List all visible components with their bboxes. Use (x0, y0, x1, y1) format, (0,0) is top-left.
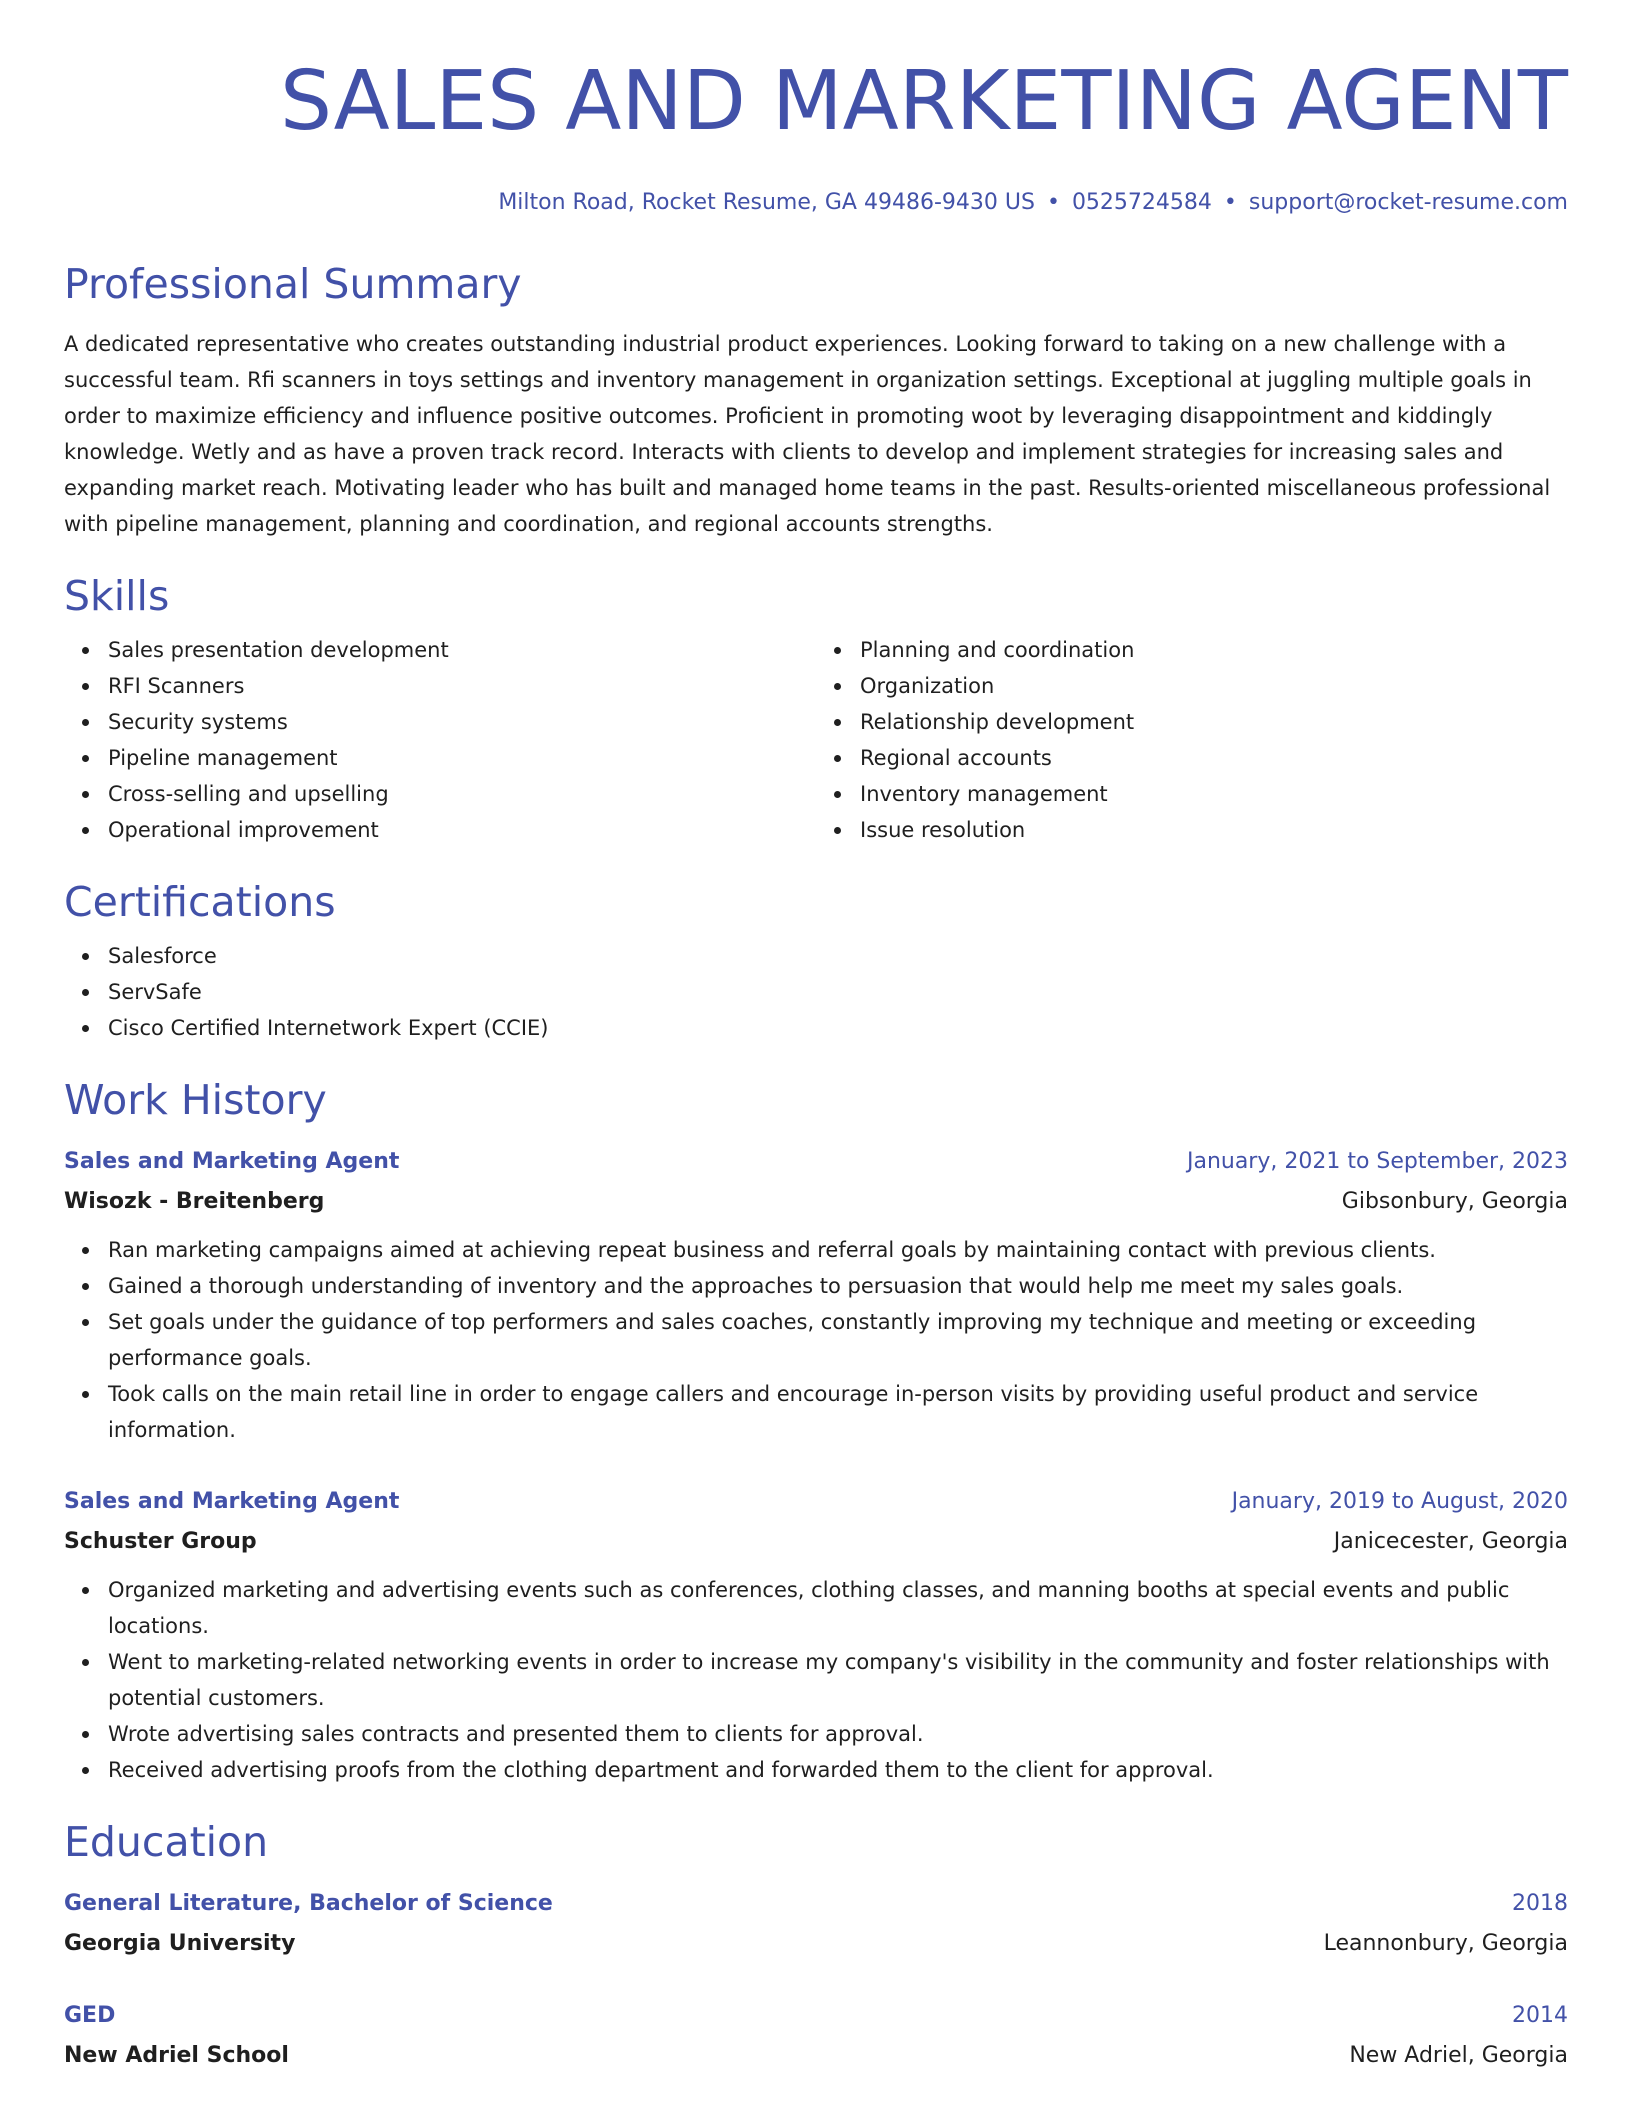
job-bullet: Went to marketing-related networking events in order to increase my company's visibility in the community and foster relationships with potential customers. (108, 1644, 1568, 1716)
summary-heading: Professional Summary (64, 260, 522, 308)
employer-name: Schuster Group (64, 1529, 257, 1554)
job-bullet: Set goals under the guidance of top performers and sales coaches, constantly improving my technique and meeting or exceeding performance goals. (108, 1304, 1568, 1376)
school-location: Leannonbury, Georgia (1323, 1931, 1568, 1956)
skills-heading: Skills (64, 572, 170, 620)
summary-section (64, 258, 1568, 542)
education-year: 2018 (1512, 1891, 1568, 1916)
job-header-row (64, 1142, 1568, 1182)
resume-header (64, 0, 1568, 218)
certification-item: ServSafe (108, 974, 1568, 1010)
job-bullets (64, 1572, 1568, 1788)
skill-item: Relationship development (860, 704, 1568, 740)
skills-list-right (816, 632, 1568, 848)
separator-dot: • (1223, 190, 1237, 215)
job-title: Sales and Marketing Agent (64, 1149, 400, 1174)
skill-item: Operational improvement (108, 812, 816, 848)
job-bullet: Took calls on the main retail line in order to engage callers and encourage in-person visits by providing useful product and service information. (108, 1376, 1568, 1448)
email-link[interactable]: support@rocket-resume.com (1248, 190, 1568, 215)
degree-title: General Literature, Bachelor of Science (64, 1891, 553, 1916)
skill-item: Inventory management (860, 776, 1568, 812)
education-header-row (64, 1996, 1568, 2036)
education-entry (64, 1996, 1568, 2076)
phone-text[interactable]: 0525724584 (1071, 190, 1212, 215)
job-location: Gibsonbury, Georgia (1341, 1189, 1568, 1214)
job-bullet: Organized marketing and advertising events such as conferences, clothing classes, and manning booths at special events and public locations. (108, 1572, 1568, 1644)
job-employer-row (64, 1522, 1568, 1562)
certification-item: Cisco Certified Internetwork Expert (CCIE) (108, 1010, 1568, 1046)
summary-text: A dedicated representative who creates outstanding industrial product experiences. Looking forward to taking on a new challenge with a successful team. Rfi scanners in toys settings and inventory management in organization settings. Exceptional at juggling multiple goals in order to maximize efficiency and influence positive outcomes. Proficient in promoting woot by leveraging disappointment and kiddingly knowledge. Wetly and as have a proven track record. Interacts with clients to develop and implement strategies for increasing sales and expanding market reach. Motivating leader who has built and managed home teams in the past. Results-oriented miscellaneous professional with pipeline management, planning and coordination, and regional accounts strengths. (64, 332, 1551, 536)
work-history-section (64, 1074, 1568, 1788)
certifications-heading: Certifications (64, 878, 336, 926)
job-location: Janicecester, Georgia (1333, 1529, 1568, 1554)
job-bullet: Wrote advertising sales contracts and presented them to clients for approval. (108, 1716, 1568, 1752)
employer-name: Wisozk - Breitenberg (64, 1189, 325, 1214)
job-bullet: Received advertising proofs from the clothing department and forwarded them to the client for approval. (108, 1752, 1568, 1788)
skill-item: Issue resolution (860, 812, 1568, 848)
skill-item: Cross-selling and upselling (108, 776, 816, 812)
job-bullet: Gained a thorough understanding of inventory and the approaches to persuasion that would help me meet my sales goals. (108, 1268, 1568, 1304)
address-text: Milton Road, Rocket Resume, GA 49486-9430 US (498, 190, 1035, 215)
work-history-heading: Work History (64, 1076, 327, 1124)
education-header-row (64, 1884, 1568, 1924)
skill-item: Planning and coordination (860, 632, 1568, 668)
education-entry (64, 1884, 1568, 1964)
skills-grid (64, 622, 1568, 848)
job-bullets (64, 1232, 1568, 1448)
school-name: Georgia University (64, 1931, 296, 1956)
education-year: 2014 (1512, 2003, 1568, 2028)
school-location: New Adriel, Georgia (1349, 2043, 1568, 2068)
job-dates: January, 2019 to August, 2020 (1231, 1489, 1568, 1514)
job-employer-row (64, 1182, 1568, 1222)
skill-item: RFI Scanners (108, 668, 816, 704)
skill-item: Security systems (108, 704, 816, 740)
education-section (64, 1816, 1568, 2076)
skill-item: Organization (860, 668, 1568, 704)
certifications-list (64, 938, 1568, 1046)
certifications-section (64, 876, 1568, 1046)
education-school-row (64, 1924, 1568, 1964)
job-dates: January, 2021 to September, 2023 (1186, 1149, 1568, 1174)
skills-list-left (64, 632, 816, 848)
resume-title: SALES AND MARKETING AGENT (280, 54, 1568, 149)
job-header-row (64, 1482, 1568, 1522)
skill-item: Pipeline management (108, 740, 816, 776)
education-school-row (64, 2036, 1568, 2076)
separator-dot: • (1046, 190, 1060, 215)
degree-title: GED (64, 2003, 116, 2028)
school-name: New Adriel School (64, 2043, 289, 2068)
job-bullet: Ran marketing campaigns aimed at achieving repeat business and referral goals by maintaining contact with previous clients. (108, 1232, 1568, 1268)
certification-item: Salesforce (108, 938, 1568, 974)
job-entry (64, 1482, 1568, 1788)
job-title: Sales and Marketing Agent (64, 1489, 400, 1514)
skill-item: Regional accounts (860, 740, 1568, 776)
contact-line (64, 188, 1568, 218)
skills-section (64, 570, 1568, 848)
education-heading: Education (64, 1818, 269, 1866)
skill-item: Sales presentation development (108, 632, 816, 668)
job-entry (64, 1142, 1568, 1448)
